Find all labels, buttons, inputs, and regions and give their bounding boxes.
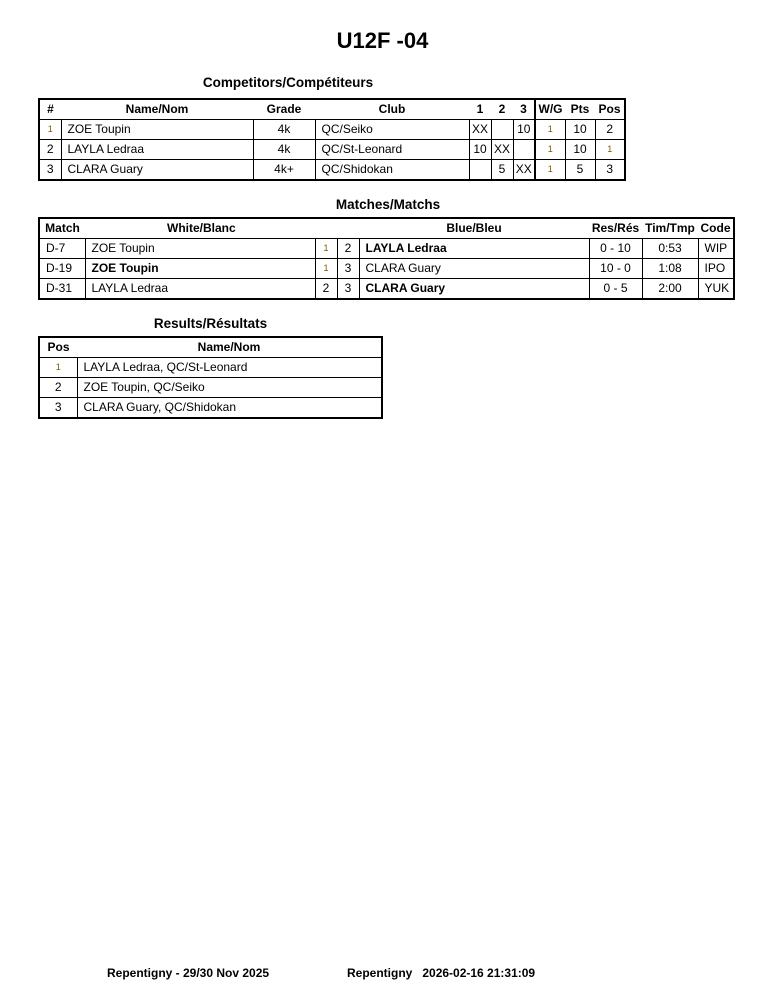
competitor-num: 3 [39, 160, 61, 181]
competitor-pos: 2 [595, 120, 625, 140]
competitor-pts: 10 [565, 140, 595, 160]
table-row [39, 160, 625, 181]
col-m1: 1 [469, 99, 491, 120]
col-code: Code [698, 218, 734, 239]
competitor-name: CLARA Guary [61, 160, 253, 181]
competitor-club: QC/Shidokan [315, 160, 469, 181]
col-m3: 3 [513, 99, 535, 120]
competitor-pts: 5 [565, 160, 595, 181]
col-num: # [39, 99, 61, 120]
col-name: Name/Nom [77, 337, 382, 358]
col-pos: Pos [39, 337, 77, 358]
match-code: IPO [698, 259, 734, 279]
results-table [38, 336, 383, 419]
match-blue-name: LAYLA Ledraa [359, 239, 589, 259]
matches-heading: Matches/Matchs [335, 197, 441, 212]
match-code: YUK [698, 279, 734, 300]
competitor-m2 [491, 120, 513, 140]
result-pos: 1 [39, 358, 77, 378]
competitor-m1: 10 [469, 140, 491, 160]
match-white-name: ZOE Toupin [85, 259, 315, 279]
result-name: CLARA Guary, QC/Shidokan [77, 398, 382, 419]
match-blue-num: 3 [337, 279, 359, 300]
match-time: 2:00 [642, 279, 698, 300]
results-header-row [39, 337, 382, 358]
competitor-club: QC/St-Leonard [315, 140, 469, 160]
competitor-name: ZOE Toupin [61, 120, 253, 140]
table-row [39, 239, 734, 259]
matches-header-row [39, 218, 734, 239]
col-white: White/Blanc [85, 218, 359, 239]
competitor-m3: 10 [513, 120, 535, 140]
match-time: 0:53 [642, 239, 698, 259]
table-row [39, 398, 382, 419]
match-result: 0 - 10 [589, 239, 642, 259]
table-row [39, 279, 734, 300]
footer-event: Repentigny - 29/30 Nov 2025 [107, 966, 270, 980]
col-grade: Grade [253, 99, 315, 120]
competitor-pos: 1 [595, 140, 625, 160]
col-res: Res/Rés [589, 218, 642, 239]
match-time: 1:08 [642, 259, 698, 279]
results-heading: Results/Résultats [153, 316, 268, 331]
competitor-grade: 4k [253, 140, 315, 160]
competitor-wg: 1 [535, 160, 565, 181]
matches-table [38, 217, 735, 300]
match-id: D-7 [39, 239, 85, 259]
col-m2: 2 [491, 99, 513, 120]
competitor-m1 [469, 160, 491, 181]
col-match: Match [39, 218, 85, 239]
competitor-num: 2 [39, 140, 61, 160]
result-name: ZOE Toupin, QC/Seiko [77, 378, 382, 398]
competitor-pts: 10 [565, 120, 595, 140]
competitor-m3: XX [513, 160, 535, 181]
competitor-club: QC/Seiko [315, 120, 469, 140]
match-id: D-19 [39, 259, 85, 279]
page-title: U12F -04 [336, 28, 429, 53]
competitor-name: LAYLA Ledraa [61, 140, 253, 160]
footer-timestamp: Repentigny 2026-02-16 21:31:09 [347, 966, 536, 980]
competitor-wg: 1 [535, 120, 565, 140]
result-pos: 2 [39, 378, 77, 398]
match-white-name: LAYLA Ledraa [85, 279, 315, 300]
match-id: D-31 [39, 279, 85, 300]
competitor-grade: 4k+ [253, 160, 315, 181]
table-row [39, 140, 625, 160]
competitors-heading: Competitors/Compétiteurs [202, 75, 374, 90]
match-white-num: 1 [315, 239, 337, 259]
competitors-table [38, 98, 626, 181]
competitor-grade: 4k [253, 120, 315, 140]
competitors-header-row [39, 99, 625, 120]
table-row [39, 378, 382, 398]
match-result: 10 - 0 [589, 259, 642, 279]
col-blue: Blue/Bleu [359, 218, 589, 239]
match-blue-num: 2 [337, 239, 359, 259]
match-blue-num: 3 [337, 259, 359, 279]
col-time: Tim/Tmp [642, 218, 698, 239]
table-row [39, 358, 382, 378]
result-name: LAYLA Ledraa, QC/St-Leonard [77, 358, 382, 378]
match-white-num: 2 [315, 279, 337, 300]
col-pos: Pos [595, 99, 625, 120]
competitor-m3 [513, 140, 535, 160]
result-pos: 3 [39, 398, 77, 419]
match-white-name: ZOE Toupin [85, 239, 315, 259]
col-wg: W/G [535, 99, 565, 120]
table-row [39, 120, 625, 140]
competitor-wg: 1 [535, 140, 565, 160]
match-result: 0 - 5 [589, 279, 642, 300]
match-blue-name: CLARA Guary [359, 279, 589, 300]
competitor-pos: 3 [595, 160, 625, 181]
competitor-m2: 5 [491, 160, 513, 181]
competitor-num: 1 [39, 120, 61, 140]
competitor-m2: XX [491, 140, 513, 160]
col-name: Name/Nom [61, 99, 253, 120]
col-club: Club [315, 99, 469, 120]
match-code: WIP [698, 239, 734, 259]
match-blue-name: CLARA Guary [359, 259, 589, 279]
col-pts: Pts [565, 99, 595, 120]
match-white-num: 1 [315, 259, 337, 279]
competitor-m1: XX [469, 120, 491, 140]
table-row [39, 259, 734, 279]
